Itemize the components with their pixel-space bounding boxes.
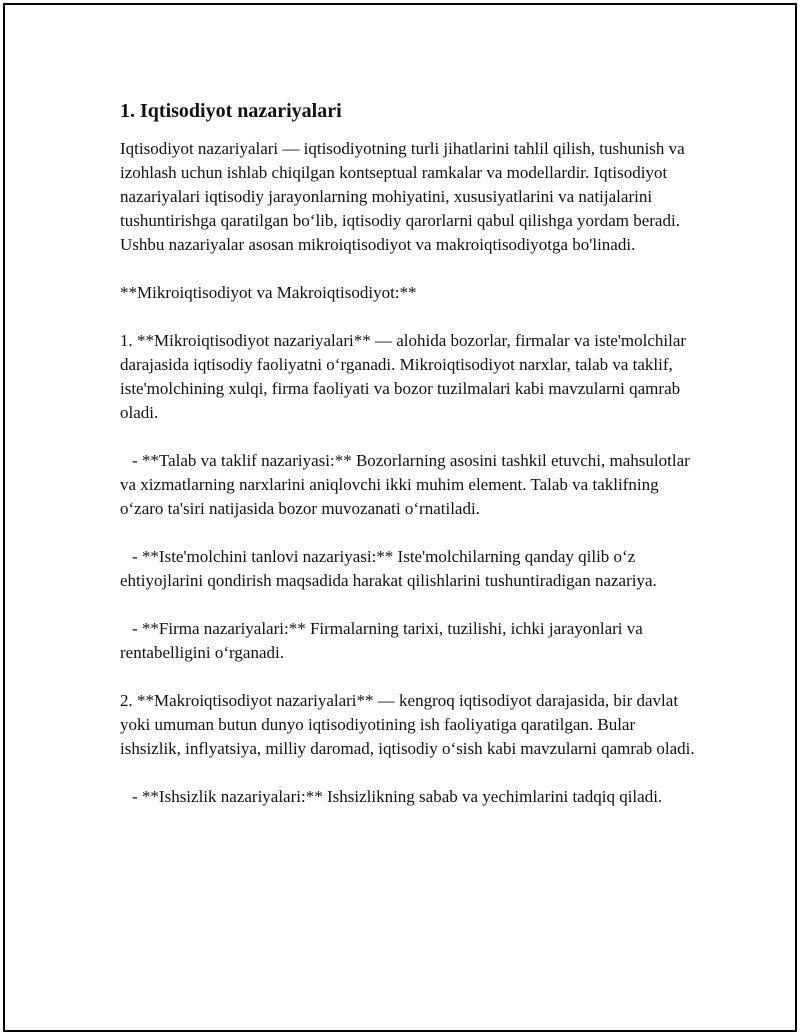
section-heading: 1. Iqtisodiyot nazariyalari — [120, 100, 342, 122]
document-content — [120, 97, 700, 833]
micro-paragraph: 1. **Mikroiqtisodiyot nazariyalari** — alohida bozorlar, firmalar va iste'molchilar darajasida iqtisodiy faoliyatni o‘rganadi. Mikroiqtisodiyot narxlar, talab va taklif, iste'molchining xulqi, firma faoliyati va bozor tuzilmalari kabi mavzularni qamrab oladi. — [120, 331, 687, 422]
document-page — [3, 3, 797, 1032]
firm-theory-paragraph: - **Firma nazariyalari:** Firmalarning tarixi, tuzilishi, ichki jarayonlari va rentabelligini o‘rganadi. — [120, 619, 643, 662]
intro-paragraph: Iqtisodiyot nazariyalari — iqtisodiyotning turli jihatlarini tahlil qilish, tushunish va izohlash uchun ishlab chiqilgan kontseptual ramkalar va modellardir. Iqtisodiyot nazariyalari iqtisodiy jarayonlarning mohiyatini, xususiyatlarini va natijalarini tushuntirishga qaratilgan bo‘lib, iqtisodiy qarorlarni qabul qilishga yordam beradi. Ushbu nazariyalar asosan mikroiqtisodiyot va makroiqtisodiyotga bo'linadi. — [120, 139, 685, 254]
consumer-choice-paragraph: - **Iste'molchini tanlovi nazariyasi:** Iste'molchilarning qanday qilib o‘z ehtiyojlarini qondirish maqsadida harakat qilishlarini tushuntiradigan nazariya. — [120, 547, 657, 590]
unemployment-paragraph: - **Ishsizlik nazariyalari:** Ishsizlikning sabab va yechimlarini tadqiq qiladi. — [132, 787, 663, 806]
macro-paragraph: 2. **Makroiqtisodiyot nazariyalari** — kengroq iqtisodiyot darajasida, bir davlat yoki umuman butun dunyo iqtisodiyotining ish faoliyatiga qaratilgan. Bular ishsizlik, inflyatsiya, milliy daromad, iqtisodiy o‘sish kabi mavzularni qamrab oladi. — [120, 691, 695, 758]
subheading-paragraph: **Mikroiqtisodiyot va Makroiqtisodiyot:** — [120, 283, 417, 302]
supply-demand-paragraph: - **Talab va taklif nazariyasi:** Bozorlarning asosini tashkil etuvchi, mahsulotlar va xizmatlarning narxlarini aniqlovchi ikki muhim element. Talab va taklifning o‘zaro ta'siri natijasida bozor muvozanati o‘rnatiladi. — [120, 451, 690, 518]
